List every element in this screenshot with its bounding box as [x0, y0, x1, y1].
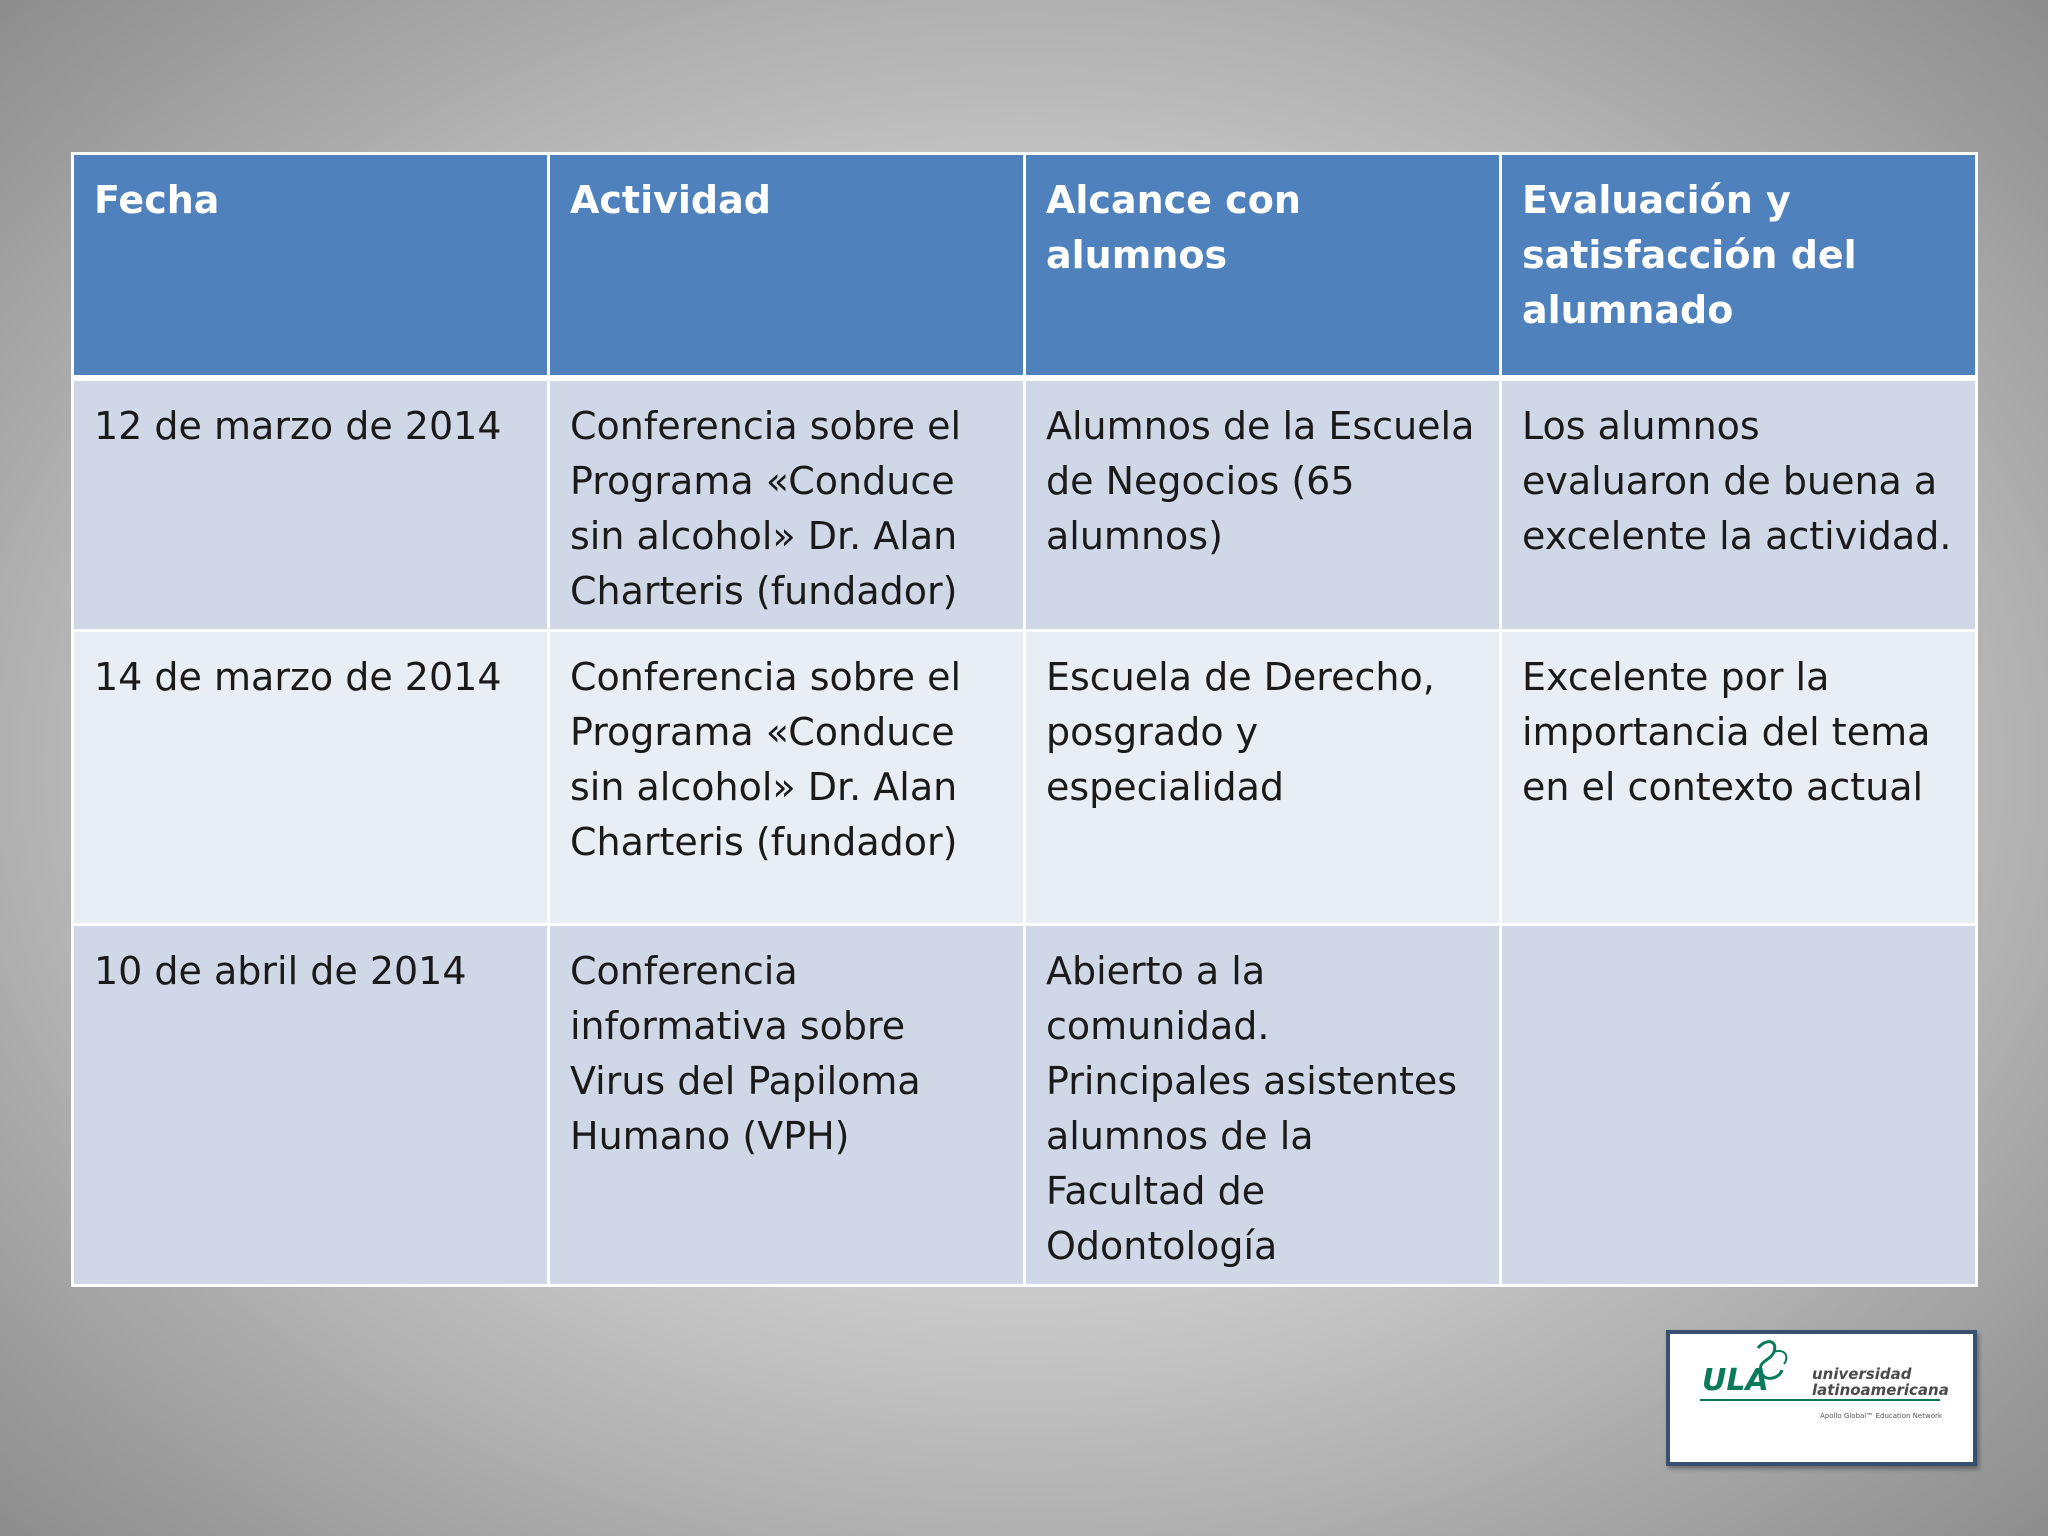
activities-table — [71, 152, 1978, 1287]
logo-wordmark — [1812, 1366, 1949, 1398]
cell-actividad: Conferencia informativa sobre Virus del Papiloma Humano (VPH) — [549, 924, 1025, 1285]
cell-alcance: Alumnos de la Escuela de Negocios (65 alumnos) — [1025, 378, 1501, 631]
cell-evaluacion: Excelente por la importancia del tema en el contexto actual — [1501, 630, 1977, 924]
university-logo — [1666, 1330, 1977, 1466]
cell-alcance: Abierto a la comunidad. Principales asistentes alumnos de la Facultad de Odontología — [1025, 924, 1501, 1285]
header-actividad: Actividad — [549, 154, 1025, 378]
logo-line1: universidad — [1812, 1365, 1912, 1383]
header-fecha: Fecha — [73, 154, 549, 378]
cell-fecha: 14 de marzo de 2014 — [73, 630, 549, 924]
table-row — [73, 378, 1977, 631]
cell-actividad: Conferencia sobre el Programa «Conduce sin alcohol» Dr. Alan Charteris (fundador) — [549, 378, 1025, 631]
cell-actividad: Conferencia sobre el Programa «Conduce sin alcohol» Dr. Alan Charteris (fundador) — [549, 630, 1025, 924]
cell-evaluacion: Los alumnos evaluaron de buena a excelente la actividad. — [1501, 378, 1977, 631]
table-header-row — [73, 154, 1977, 378]
cell-evaluacion — [1501, 924, 1977, 1285]
table-row — [73, 924, 1977, 1285]
logo-tagline: Apollo Global℠ Education Network — [1820, 1412, 1942, 1420]
table-row — [73, 630, 1977, 924]
header-alcance: Alcance con alumnos — [1025, 154, 1501, 378]
svg-text:ULA: ULA — [1702, 1363, 1769, 1398]
cell-alcance: Escuela de Derecho, posgrado y especialidad — [1025, 630, 1501, 924]
header-evaluacion: Evaluación y satisfacción del alumnado — [1501, 154, 1977, 378]
logo-line2: latinoamericana — [1812, 1381, 1949, 1399]
cell-fecha: 10 de abril de 2014 — [73, 924, 549, 1285]
cell-fecha: 12 de marzo de 2014 — [73, 378, 549, 631]
